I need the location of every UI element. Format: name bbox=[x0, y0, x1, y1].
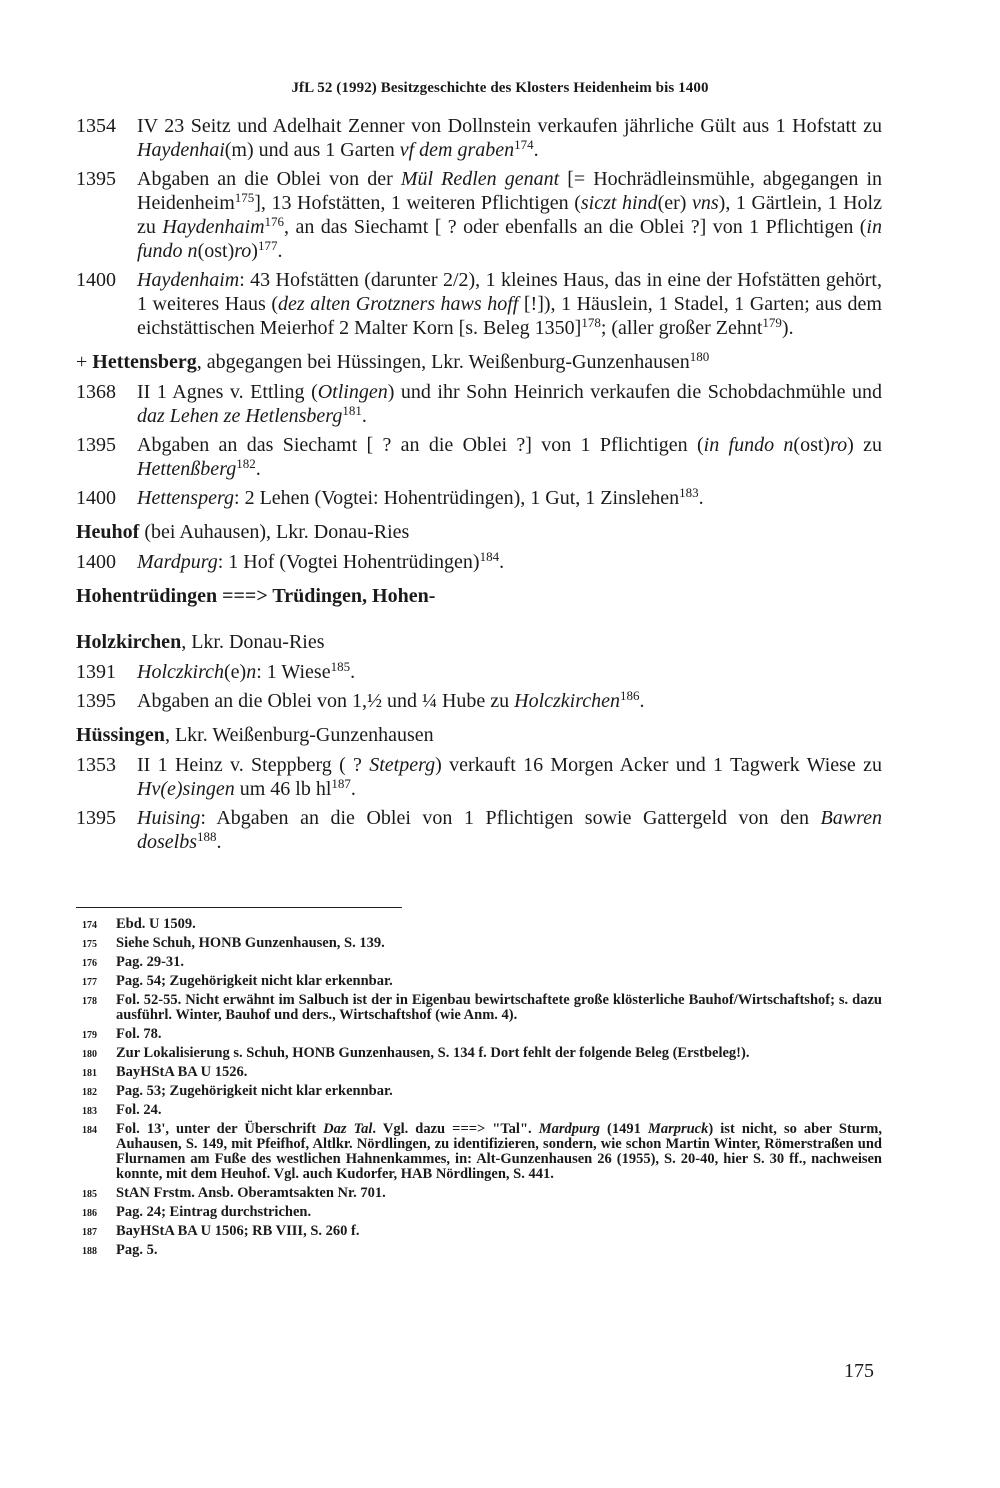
record-year: 1368 bbox=[76, 381, 116, 403]
footnote-number: 188 bbox=[82, 1246, 97, 1257]
footnote-text: BayHStA BA U 1526. bbox=[116, 1064, 248, 1080]
place-heading: Hohentrüdingen ===> Trüdingen, Hohen- bbox=[76, 585, 436, 607]
footnote-text: Pag. 54; Zugehörigkeit nicht klar erkennbar. bbox=[116, 973, 393, 989]
record-year: 1400 bbox=[76, 551, 116, 573]
footnote-text: Zur Lokalisierung s. Schuh, HONB Gunzenhausen, S. 134 f. Dort fehlt der folgende Beleg (Erstbeleg!). bbox=[116, 1045, 750, 1061]
footnote bbox=[76, 1084, 882, 1099]
record-year: 1395 bbox=[76, 807, 116, 829]
footnote bbox=[76, 1205, 882, 1220]
footnote-text: Siehe Schuh, HONB Gunzenhausen, S. 139. bbox=[116, 935, 385, 951]
place-heading: Hüssingen, Lkr. Weißenburg-Gunzenhausen bbox=[76, 724, 434, 746]
record-entry bbox=[76, 806, 882, 854]
footnote-number: 185 bbox=[82, 1189, 97, 1200]
footnote-text: Fol. 52-55. Nicht erwähnt im Salbuch ist der in Eigenbau bewirtschaftete große klösterliche Bauhof/Wirtschaftshof; s. dazu ausführl. Winter, Bauhof und ders., Wirtschaftshof (wie Anm. 4). bbox=[116, 992, 882, 1023]
record-year: 1395 bbox=[76, 168, 116, 190]
footnote-number: 179 bbox=[82, 1030, 97, 1041]
running-head: JfL 52 (1992) Besitzgeschichte des Klosters Heidenheim bis 1400 bbox=[291, 80, 709, 96]
place-heading: Holzkirchen, Lkr. Donau-Ries bbox=[76, 631, 325, 653]
footnote bbox=[76, 1065, 882, 1080]
footnote-number: 177 bbox=[82, 977, 97, 988]
footnote bbox=[76, 1027, 882, 1042]
record-entry bbox=[76, 550, 882, 574]
footnote-text: Pag. 29-31. bbox=[116, 954, 185, 970]
footnote bbox=[76, 955, 882, 970]
footnote bbox=[76, 974, 882, 989]
footnote-number: 176 bbox=[82, 958, 97, 969]
footnote bbox=[76, 993, 882, 1023]
record-text: Huising: Abgaben an die Oblei von 1 Pflichtigen sowie Gattergeld von den Bawren doselbs$^{188}$. bbox=[137, 807, 882, 853]
footnote-number: 181 bbox=[82, 1068, 97, 1079]
record-year: 1391 bbox=[76, 661, 116, 683]
footnote-number: 186 bbox=[82, 1208, 97, 1219]
record-text: IV 23 Seitz und Adelhait Zenner von Dollnstein verkaufen jährliche Gült aus 1 Hofstatt zu Haydenhai(m) und aus 1 Garten vf dem graben$^{174}$. bbox=[137, 115, 882, 161]
record-text: Mardpurg: 1 Hof (Vogtei Hohentrüdingen)$^{184}$. bbox=[137, 549, 505, 573]
footnotes bbox=[76, 917, 882, 1262]
record-text: Abgaben an die Oblei von 1,½ und ¼ Hube zu Holczkirchen$^{186}$. bbox=[137, 688, 645, 712]
footnote-number: 187 bbox=[82, 1227, 97, 1238]
record-text: Abgaben an das Siechamt [ ? an die Oblei ?] von 1 Pflichtigen (in fundo n(ost)ro) zu Hettenßberg$^{182}$. bbox=[137, 434, 882, 480]
footnote-text: Fol. 13', unter der Überschrift Daz Tal. Vgl. dazu ===> "Tal". Mardpurg (1491 Marpruck) ist nicht, so aber Sturm, Auhausen, S. 149, mit Pfeifhof, Altlkr. Nördlingen, zu identifizieren, sondern, wie schon Martin Winter, Römerstraßen und Flurnamen am Fuße des westlichen Hahnenkammes, in: Alt-Gunzenhausen 26 (1955), S. 20-40, hier S. 30 ff., nachweisen konnte, mit dem Heuhof. Vgl. auch Kudorfer, HAB Nördlingen, S. 441. bbox=[116, 1121, 883, 1182]
record-year: 1353 bbox=[76, 754, 116, 776]
main-text bbox=[76, 114, 882, 854]
record-entry bbox=[76, 660, 882, 684]
footnote-text: Fol. 78. bbox=[116, 1026, 162, 1042]
record-year: 1354 bbox=[76, 115, 116, 137]
record-text: Holczkirch(e)n: 1 Wiese$^{185}$. bbox=[137, 659, 356, 683]
footnote-number: 178 bbox=[82, 996, 97, 1007]
footnote-text: Fol. 24. bbox=[116, 1102, 162, 1118]
footnote-number: 175 bbox=[82, 939, 97, 950]
footnote-text: Pag. 53; Zugehörigkeit nicht klar erkennbar. bbox=[116, 1083, 393, 1099]
footnote bbox=[76, 917, 882, 932]
record-text: Abgaben an die Oblei von der Mül Redlen genant [= Hochrädleinsmühle, abgegangen in Heidenheim$^{175}$], 13 Hofstätten, 1 weiteren Pflichtigen (siczt hind(er) vns), 1 Gärtlein, 1 Holz zu Haydenhaim$^{176}$, an das Siechamt [ ? oder ebenfalls an die Oblei ?] von 1 Pflichtigen (in fundo n(ost)ro)$^{177}$. bbox=[137, 168, 882, 262]
record-entry bbox=[76, 689, 882, 713]
footnote bbox=[76, 1243, 882, 1258]
footnote bbox=[76, 1046, 882, 1061]
record-year: 1395 bbox=[76, 690, 116, 712]
footnote-text: Pag. 24; Eintrag durchstrichen. bbox=[116, 1204, 312, 1220]
footnote-number: 180 bbox=[82, 1049, 97, 1060]
place-heading: + Hettensberg, abgegangen bei Hüssingen, Lkr. Weißenburg-Gunzenhausen$^{180}$ bbox=[76, 349, 710, 373]
footnote-number: 174 bbox=[82, 920, 97, 931]
footnote bbox=[76, 1103, 882, 1118]
record-entry bbox=[76, 486, 882, 510]
record-text: II 1 Heinz v. Steppberg ( ? Stetperg) verkauft 16 Morgen Acker und 1 Tagwerk Wiese zu Hv(e)singen um 46 lb $hl^{187}$. bbox=[137, 754, 882, 800]
record-entry bbox=[76, 380, 882, 428]
record-year: 1400 bbox=[76, 269, 116, 291]
footnote-number: 182 bbox=[82, 1087, 97, 1098]
footnote bbox=[76, 1122, 882, 1182]
record-entry bbox=[76, 268, 882, 340]
footnote-number: 184 bbox=[82, 1125, 97, 1136]
record-text: Hettensperg: 2 Lehen (Vogtei: Hohentrüdingen), 1 Gut, 1 Zinslehen$^{183}$. bbox=[137, 485, 704, 509]
record-entry bbox=[76, 753, 882, 801]
footnote bbox=[76, 1186, 882, 1201]
footnote-text: BayHStA BA U 1506; RB VIII, S. 260 f. bbox=[116, 1223, 360, 1239]
record-year: 1395 bbox=[76, 434, 116, 456]
record-entry bbox=[76, 433, 882, 481]
footnote bbox=[76, 936, 882, 951]
footnote-text: Ebd. U 1509. bbox=[116, 916, 196, 932]
record-text: II 1 Agnes v. Ettling (Otlingen) und ihr Sohn Heinrich verkaufen die Schobdachmühle und daz Lehen ze Hetlensberg$^{181}$. bbox=[137, 381, 882, 427]
record-year: 1400 bbox=[76, 487, 116, 509]
page-number: 175 bbox=[844, 1360, 874, 1382]
record-entry bbox=[76, 167, 882, 263]
place-heading: Heuhof (bei Auhausen), Lkr. Donau-Ries bbox=[76, 521, 410, 543]
record-text: Haydenhaim: 43 Hofstätten (darunter 2/2), 1 kleines Haus, das in eine der Hofstätten gehört, 1 weiteres Haus (dez alten Grotzners haws hoff [!]), 1 Häuslein, 1 Stadel, 1 Garten; aus dem eichstättischen Meierhof 2 Malter Korn [s. Beleg 1350]$^{178}$; (aller großer Zehnt$^{179}$). bbox=[137, 269, 882, 339]
footnote-text: Pag. 5. bbox=[116, 1242, 158, 1258]
footnote bbox=[76, 1224, 882, 1239]
footnote-rule bbox=[76, 907, 402, 908]
record-entry bbox=[76, 114, 882, 162]
footnote-number: 183 bbox=[82, 1106, 97, 1117]
footnote-text: StAN Frstm. Ansb. Oberamtsakten Nr. 701. bbox=[116, 1185, 386, 1201]
